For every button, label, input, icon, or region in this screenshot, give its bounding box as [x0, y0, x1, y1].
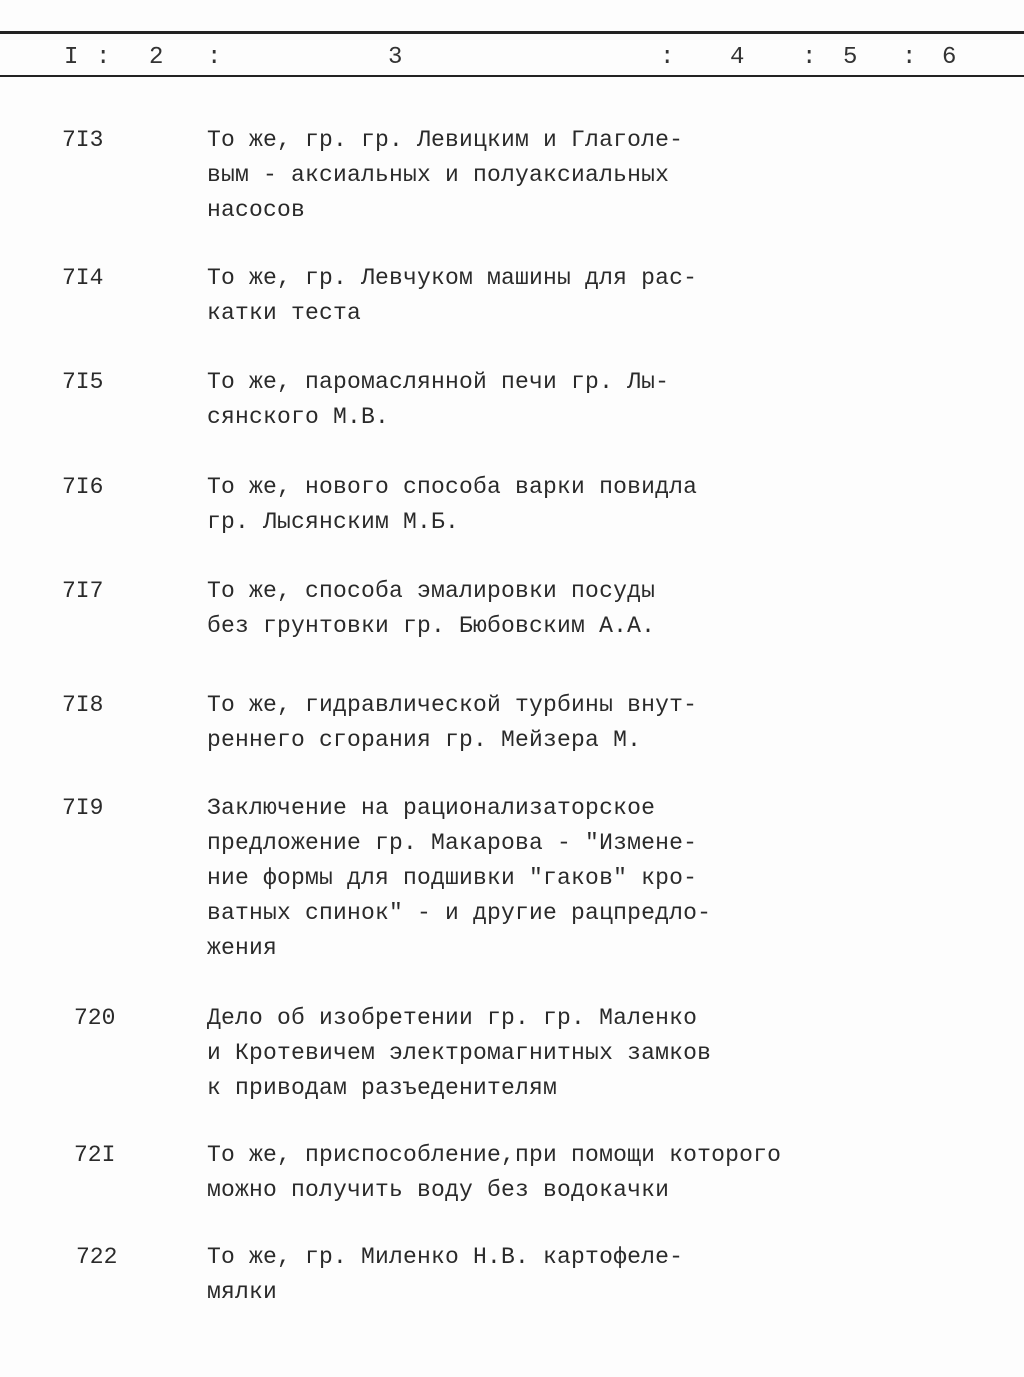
entry-line: и Кротевичем электромагнитных замков: [207, 1040, 712, 1066]
entry-description: [207, 1138, 781, 1208]
entry-description: [207, 688, 697, 758]
column-separator: :: [660, 44, 675, 71]
entry-line: жения: [207, 935, 278, 961]
header-top-rule: [0, 31, 1024, 34]
column-2-label: 2: [149, 44, 164, 71]
entry-line: ние формы для подшивки "гаков" кро-: [207, 865, 698, 891]
entry-line: То же, гр. Миленко Н.В. картофеле-: [207, 1244, 684, 1270]
entry-description: [207, 470, 697, 540]
entry-line: катки теста: [207, 300, 362, 326]
entry-number: 7I6: [62, 474, 104, 500]
entry-number: 722: [76, 1244, 118, 1270]
entry-line: насосов: [207, 197, 306, 223]
entry-line: гр. Лысянским М.Б.: [207, 509, 460, 535]
entry-line: То же, гидравлической турбины внут-: [207, 692, 698, 718]
entry-line: То же, способа эмалировки посуды: [207, 578, 656, 604]
entry-line: То же, гр. Левчуком машины для рас-: [207, 265, 698, 291]
entry-line: ватных спинок" - и другие рацпредло-: [207, 900, 712, 926]
entry-number: 7I4: [62, 265, 104, 291]
entry-number: 7I8: [62, 692, 104, 718]
header-bottom-rule: [0, 75, 1024, 77]
column-5-label: 5: [843, 44, 858, 71]
entry-number: 7I3: [62, 127, 104, 153]
entry-line: без грунтовки гр. Бюбовским А.А.: [207, 613, 656, 639]
entry-line: реннего сгорания гр. Мейзера М.: [207, 727, 642, 753]
entry-line: То же, нового способа варки повидла: [207, 474, 698, 500]
entry-description: [207, 365, 669, 435]
entry-description: [207, 791, 711, 966]
entry-line: Дело об изобретении гр. гр. Маленко: [207, 1005, 698, 1031]
entry-line: к приводам разъеденителям: [207, 1075, 558, 1101]
entry-line: вым - аксиальных и полуаксиальных: [207, 162, 670, 188]
entry-line: предложение гр. Макарова - "Измене-: [207, 830, 698, 856]
entry-description: [207, 261, 697, 331]
column-separator: :: [902, 44, 917, 71]
column-1-label: I: [64, 44, 79, 71]
entry-line: То же, приспособление,при помощи которого: [207, 1142, 782, 1168]
entry-number: 7I9: [62, 795, 104, 821]
column-6-label: 6: [942, 44, 957, 71]
entry-description: [207, 574, 655, 644]
column-separator: :: [802, 44, 817, 71]
entry-number: 720: [74, 1005, 116, 1031]
entry-number: 7I5: [62, 369, 104, 395]
column-separator: :: [96, 44, 111, 71]
entry-line: То же, паромаслянной печи гр. Лы-: [207, 369, 670, 395]
entry-line: можно получить воду без водокачки: [207, 1177, 670, 1203]
entry-description: [207, 1001, 711, 1106]
entry-line: Заключение на рационализаторское: [207, 795, 656, 821]
entry-description: [207, 123, 683, 228]
entry-number: 7I7: [62, 578, 104, 604]
entry-line: сянского М.В.: [207, 404, 390, 430]
entry-line: мялки: [207, 1279, 278, 1305]
entry-description: [207, 1240, 683, 1310]
column-4-label: 4: [730, 44, 745, 71]
column-separator: :: [207, 44, 222, 71]
entry-number: 72I: [74, 1142, 116, 1168]
column-3-label: 3: [388, 44, 403, 71]
entry-line: То же, гр. гр. Левицким и Глаголе-: [207, 127, 684, 153]
